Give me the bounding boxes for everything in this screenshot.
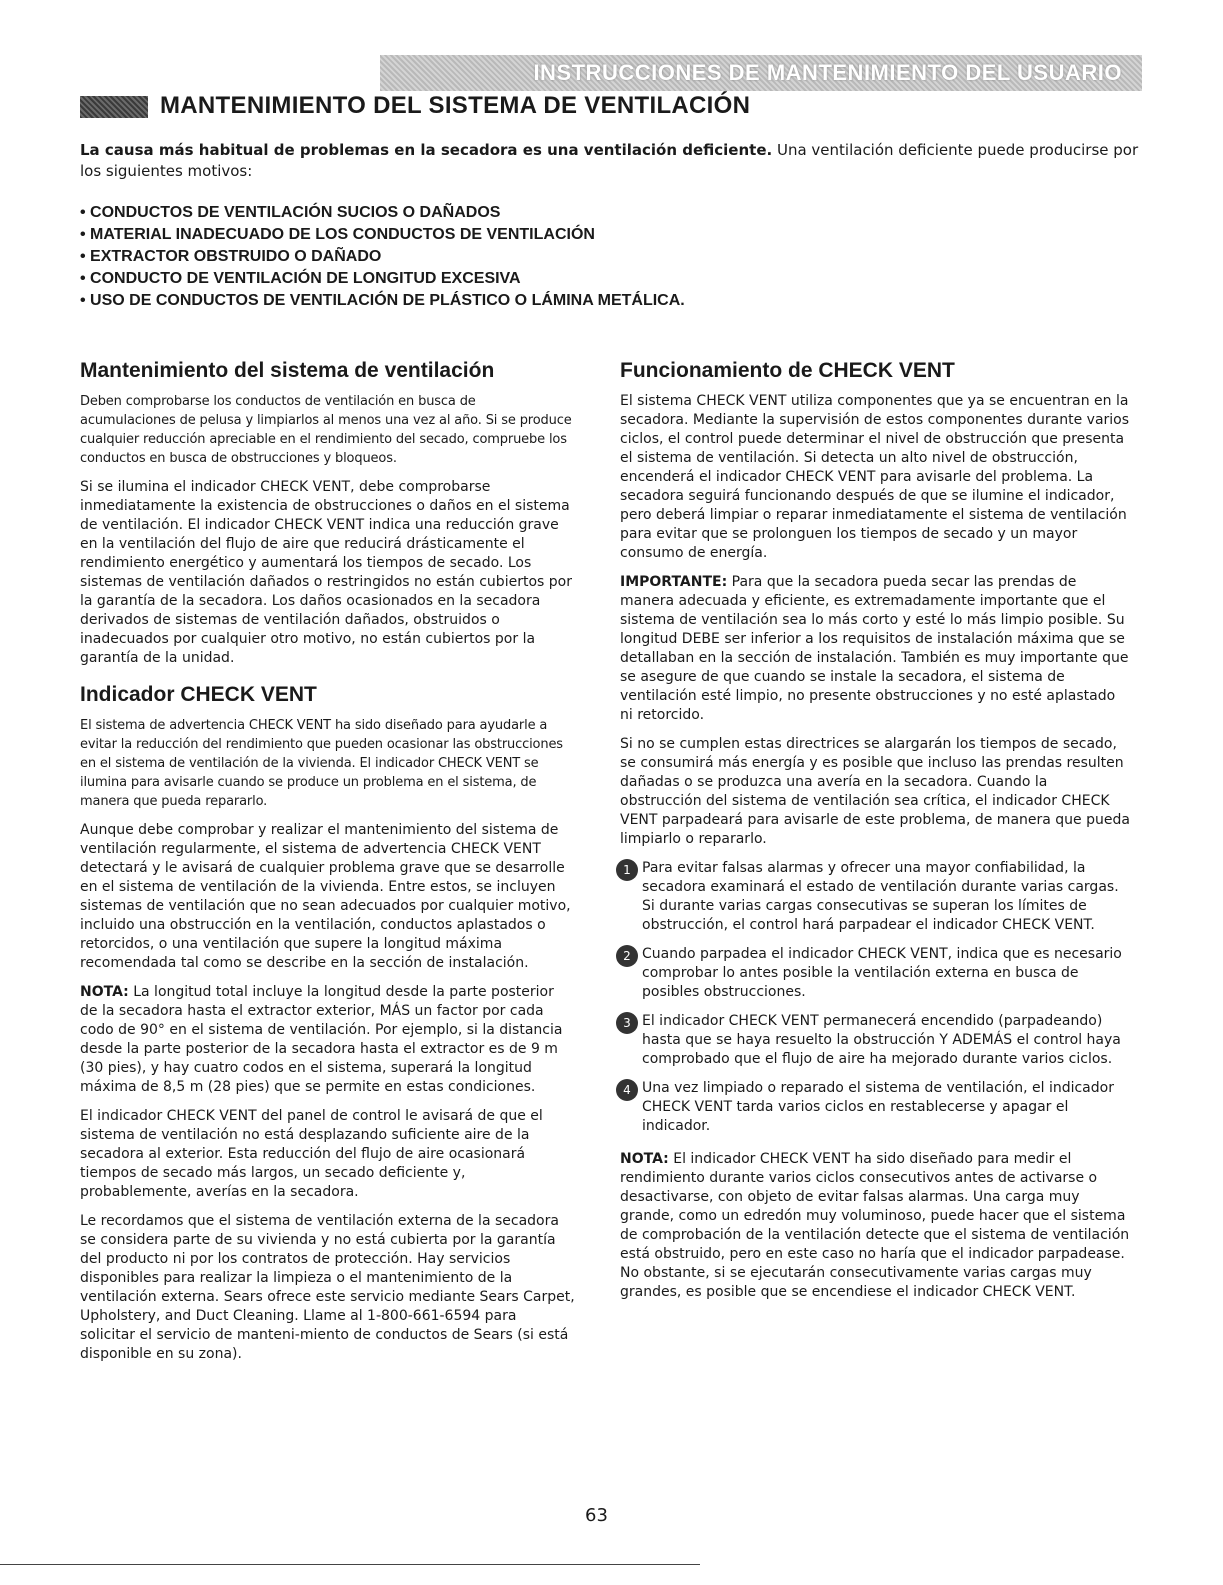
step-item (620, 1079, 1130, 1136)
step-text: Una vez limpiado o reparado el sistema de ventilación, el indicador CHECK VENT tarda varios ciclos en restablecerse y apagar el indicador. (642, 1080, 1114, 1134)
paragraph (620, 573, 1130, 725)
intro-lead: La causa más habitual de problemas en la secadora es una ventilación deficiente. (80, 141, 773, 159)
paragraph: Deben comprobarse los conductos de ventilación en busca de acumulaciones de pelusa y limpiarlos al menos una vez al año. Si se produce cualquier reducción apreciable en el rendimiento del secado, compruebe los conductos en busca de obstrucciones y bloqueos. (80, 394, 572, 466)
reasons-list (80, 202, 685, 312)
step-number-icon: 3 (616, 1012, 638, 1034)
important-text: Para que la secadora pueda secar las prendas de manera adecuada y eficiente, es extremadamente importante que el sistema de ventilación sea lo más corto y esté lo más limpio posible. Su longitud DEBE ser inferior a los requisitos de instalación máxima que se detallaban en la sección de instalación. También es muy importante que se asegure de que cuando se instale la secadora, el sistema de ventilación esté limpio, no presente obstrucciones y no esté aplastado ni retorcido. (620, 574, 1129, 723)
step-number-icon: 1 (616, 859, 638, 881)
paragraph (620, 1150, 1130, 1302)
step-text: Cuando parpadea el indicador CHECK VENT, indica que es necesario comprobar lo antes posible la ventilación externa en busca de posibles obstrucciones. (642, 946, 1122, 1000)
list-item: • EXTRACTOR OBSTRUIDO O DAÑADO (80, 248, 382, 265)
note-text: La longitud total incluye la longitud desde la parte posterior de la secadora hasta el extractor exterior, MÁS un factor por cada codo de 90° en el sistema de ventilación. Por ejemplo, si la distancia desde la parte posterior de la secadora hasta el extractor es de 9 m (30 pies), y hay cuatro codos en el sistema, superará la longitud máxima de 8,5 m (28 pies) que se permite en estas condiciones. (80, 984, 563, 1095)
section-marker (80, 96, 148, 118)
step-number-icon: 2 (616, 945, 638, 967)
header-banner (380, 55, 1142, 91)
list-item: • USO DE CONDUCTOS DE VENTILACIÓN DE PLÁSTICO O LÁMINA METÁLICA. (80, 292, 685, 309)
paragraph: Si no se cumplen estas directrices se alargarán los tiempos de secado, se consumirá más energía y es posible que incluso las prendas resulten dañadas o se produzca una avería en la secadora. Cuando la obstrucción del sistema de ventilación sea crítica, el indicador CHECK VENT parpadeará para avisarle de este problema, de manera que pueda limpiarlo o repararlo. (620, 736, 1130, 847)
divider (0, 1564, 700, 1565)
important-label: IMPORTANTE: (620, 574, 728, 590)
paragraph: El indicador CHECK VENT del panel de control le avisará de que el sistema de ventilación no está desplazando suficiente aire de la secadora al exterior. Esta reducción del flujo de aire ocasionará tiempos de secado más largos, un secado deficiente y, probablemente, averías en la secadora. (80, 1108, 543, 1200)
paragraph (80, 983, 575, 1097)
step-number-icon: 4 (616, 1079, 638, 1101)
list-item: • CONDUCTOS DE VENTILACIÓN SUCIOS O DAÑADOS (80, 204, 501, 221)
step-text: El indicador CHECK VENT permanecerá encendido (parpadeando) hasta que se haya resuelto la obstrucción Y ADEMÁS el control haya comprobado que el flujo de aire ha mejorado durante varios ciclos. (642, 1013, 1121, 1067)
paragraph: El sistema CHECK VENT utiliza componentes que ya se encuentran en la secadora. Mediante la supervisión de estos componentes durante varios ciclos, el control puede determinar el nivel de obstrucción que presenta el sistema de ventilación. Si detecta un alto nivel de obstrucción, encenderá el indicador CHECK VENT para avisarle del problema. La secadora seguirá funcionando después de que se ilumine el indicador, pero deberá limpiar o reparar inmediatamente el sistema de ventilación para evitar que se prolonguen los tiempos de secado y un mayor consumo de energía. (620, 393, 1130, 561)
left-column (80, 358, 575, 1374)
section-heading: Funcionamiento de CHECK VENT (620, 359, 955, 382)
list-item: • CONDUCTO DE VENTILACIÓN DE LONGITUD EXCESIVA (80, 270, 521, 287)
step-item (620, 859, 1130, 935)
note-label: NOTA: (80, 984, 129, 1000)
step-item (620, 945, 1130, 1002)
note-text: El indicador CHECK VENT ha sido diseñado para medir el rendimiento durante varios ciclos consecutivos antes de activarse o desactivarse, con objeto de evitar falsas alarmas. Una carga muy grande, como un edredón muy voluminoso, puede hacer que el sistema de comprobación de la ventilación detecte que el sistema de ventilación está obstruido, pero en este caso no haría que el indicador parpadease. No obstante, si se ejecutarán consecutivamente varias cargas muy grandes, es posible que se encendiese el indicador CHECK VENT. (620, 1151, 1130, 1300)
step-item (620, 1012, 1130, 1069)
paragraph: El sistema de advertencia CHECK VENT ha sido diseñado para ayudarle a evitar la reducción del rendimiento que pueden ocasionar las obstrucciones en el sistema de ventilación de la vivienda. El indicador CHECK VENT se ilumina para avisarle cuando se produce un problema en el sistema, de manera que pueda repararlo. (80, 718, 563, 809)
note-label: NOTA: (620, 1151, 669, 1167)
paragraph: Si se ilumina el indicador CHECK VENT, debe comprobarse inmediatamente la existencia de obstrucciones o daños en el sistema de ventilación. El indicador CHECK VENT indica una reducción grave en la ventilación del flujo de aire que reducirá drásticamente el rendimiento energético y aumentará los tiempos de secado. Los sistemas de ventilación dañados o restringidos no están cubiertos por la garantía de la secadora. Los daños ocasionados en la secadora derivados de sistemas de ventilación dañados, obstruidos o inadecuados por cualquier otro motivo, no están cubiertos por la garantía de la unidad. (80, 479, 572, 666)
right-column (620, 358, 1130, 1312)
header-banner-text: INSTRUCCIONES DE MANTENIMIENTO DEL USUARIO (533, 60, 1122, 85)
intro-paragraph (80, 140, 1140, 182)
section-heading: Indicador CHECK VENT (80, 683, 317, 706)
list-item: • MATERIAL INADECUADO DE LOS CONDUCTOS DE VENTILACIÓN (80, 226, 595, 243)
paragraph: Le recordamos que el sistema de ventilación externa de la secadora se considera parte de su vivienda y no está cubierta por la garantía del producto ni por los contratos de protección. Hay servicios disponibles para realizar la limpieza o el mantenimiento de la ventilación externa. Sears ofrece este servicio mediante Sears Carpet, Upholstery, and Duct Cleaning. Llame al 1-800-661-6594 para solicitar el servicio de manteni-miento de conductos de Sears (si está disponible en su zona). (80, 1213, 575, 1362)
step-text: Para evitar falsas alarmas y ofrecer una mayor confiabilidad, la secadora examinará el estado de ventilación durante varias cargas. Si durante varias cargas consecutivas se superan los límites de obstrucción, el control hará parpadear el indicador CHECK VENT. (642, 860, 1119, 933)
paragraph: Aunque debe comprobar y realizar el mantenimiento del sistema de ventilación regularmente, el sistema de advertencia CHECK VENT detectará y le avisará de cualquier problema grave que se desarrolle en el sistema de ventilación de la vivienda. Entre estos, se incluyen sistemas de ventilación que no sean adecuados por cualquier motivo, incluido una obstrucción en la ventilación, conductos aplastados o retorcidos, o una ventilación que supere la longitud máxima recomendada tal como se describe en la sección de instalación. (80, 822, 571, 971)
page-number: 63 (585, 1505, 608, 1526)
page-title: MANTENIMIENTO DEL SISTEMA DE VENTILACIÓN (160, 92, 751, 119)
section-heading: Mantenimiento del sistema de ventilación (80, 359, 495, 382)
intro-rest: Una ventilación deficiente puede producirse por los siguientes motivos: (80, 141, 1139, 180)
